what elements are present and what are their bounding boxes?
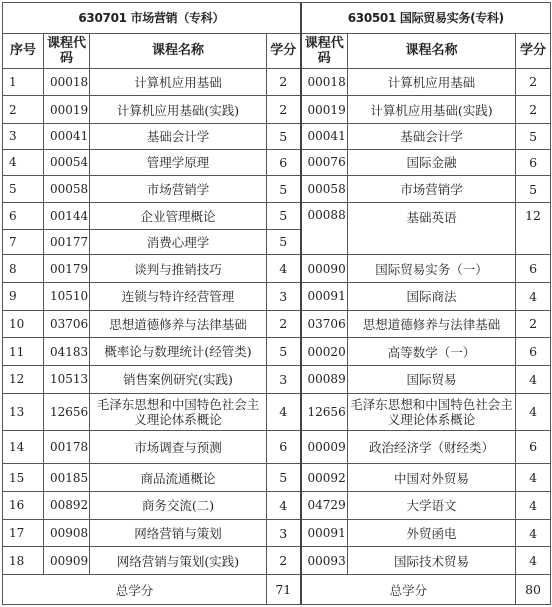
left-course-name: 概率论与数理统计(经管类) [90,338,267,366]
table-row [3,492,551,520]
row-seq: 3 [3,124,44,150]
table-row [3,282,551,310]
total-credit-left: 71 [267,575,301,605]
right-course-code: 00090 [301,255,348,283]
left-course-code: 00144 [44,202,90,229]
left-course-credit: 2 [267,310,301,338]
row-seq: 10 [3,310,44,338]
left-course-code: 10510 [44,282,90,310]
left-course-name: 销售案例研究(实践) [90,365,267,393]
right-course-name: 国际技术贸易 [348,547,516,575]
right-course-code: 00041 [301,124,348,150]
table-row [3,547,551,575]
right-course-name: 国际贸易 [348,365,516,393]
right-course-credit: 12 [516,202,551,254]
right-course-name: 思想道德修养与法律基础 [348,310,516,338]
left-course-credit: 4 [267,393,301,430]
right-course-code: 00092 [301,464,348,492]
table-row [3,430,551,464]
right-course-credit: 4 [516,492,551,520]
right-course-credit: 4 [516,282,551,310]
table-row [3,310,551,338]
total-credit-right: 80 [516,575,551,605]
left-course-name: 谈判与推销技巧 [90,255,267,283]
right-course-credit: 4 [516,464,551,492]
right-course-code: 00020 [301,338,348,366]
total-label-left: 总学分 [3,575,267,605]
left-course-code: 12656 [44,393,90,430]
right-course-credit: 4 [516,547,551,575]
left-course-code: 00054 [44,149,90,176]
header-seq: 序号 [3,33,44,68]
left-course-code: 00041 [44,124,90,150]
curriculum-table [2,2,551,605]
right-course-name: 大学语文 [348,492,516,520]
right-course-name: 中国对外贸易 [348,464,516,492]
right-course-name: 计算机应用基础 [348,68,516,96]
right-course-name: 国际商法 [348,282,516,310]
right-course-credit: 4 [516,393,551,430]
total-row [3,575,551,605]
left-course-name: 网络营销与策划 [90,519,267,547]
left-course-credit: 5 [267,176,301,203]
right-course-name: 基础会计学 [348,124,516,150]
row-seq: 17 [3,519,44,547]
row-seq: 16 [3,492,44,520]
header-name-right: 课程名称 [348,33,516,68]
row-seq: 6 [3,202,44,229]
row-seq: 1 [3,68,44,96]
table-row [3,519,551,547]
right-course-code: 00091 [301,519,348,547]
left-course-name: 市场营销学 [90,176,267,203]
left-course-credit: 5 [267,202,301,229]
right-course-code: 00093 [301,547,348,575]
table-row [3,149,551,176]
right-course-name: 市场营销学 [348,176,516,203]
left-course-code: 00185 [44,464,90,492]
left-course-credit: 3 [267,519,301,547]
left-course-code: 00892 [44,492,90,520]
right-course-credit: 4 [516,519,551,547]
right-course-name: 国际贸易实务（一） [348,255,516,283]
right-course-credit: 6 [516,255,551,283]
table-row [3,176,551,203]
left-course-credit: 5 [267,464,301,492]
left-course-name: 管理学原理 [90,149,267,176]
row-seq: 12 [3,365,44,393]
right-course-code: 00018 [301,68,348,96]
left-course-code: 00908 [44,519,90,547]
left-course-name: 市场调查与预测 [90,430,267,464]
left-course-credit: 5 [267,229,301,255]
left-course-credit: 4 [267,255,301,283]
table-row [3,124,551,150]
right-course-code: 00009 [301,430,348,464]
header-credit: 学分 [267,33,301,68]
right-course-name: 毛泽东思想和中国特色社会主义理论体系概论 [348,393,516,430]
right-course-credit: 6 [516,149,551,176]
right-course-name: 计算机应用基础(实践) [348,96,516,124]
table-row [3,393,551,430]
right-course-code: 00089 [301,365,348,393]
right-course-code: 00058 [301,176,348,203]
row-seq: 2 [3,96,44,124]
left-course-name: 商务交流(二) [90,492,267,520]
right-course-name: 外贸函电 [348,519,516,547]
left-course-code: 00058 [44,176,90,203]
left-course-code: 03706 [44,310,90,338]
left-course-code: 00018 [44,68,90,96]
right-course-credit: 4 [516,365,551,393]
header-code-right: 课程代码 [301,33,348,68]
table-row [3,68,551,96]
left-course-name: 思想道德修养与法律基础 [90,310,267,338]
left-course-credit: 3 [267,365,301,393]
left-course-name: 网络营销与策划(实践) [90,547,267,575]
left-course-name: 消费心理学 [90,229,267,255]
right-course-name: 基础英语 [348,202,516,254]
row-seq: 7 [3,229,44,255]
total-label-right: 总学分 [301,575,516,605]
left-course-credit: 2 [267,68,301,96]
right-course-credit: 6 [516,338,551,366]
right-course-name: 国际金融 [348,149,516,176]
row-seq: 4 [3,149,44,176]
left-course-credit: 4 [267,492,301,520]
right-course-credit: 2 [516,96,551,124]
left-course-code: 00909 [44,547,90,575]
left-course-name: 商品流通概论 [90,464,267,492]
left-course-code: 00177 [44,229,90,255]
right-course-name: 政治经济学（财经类） [348,430,516,464]
row-seq: 13 [3,393,44,430]
table-row [3,365,551,393]
left-course-code: 10513 [44,365,90,393]
major-title-trade: 630501 国际贸易实务(专科) [301,3,551,34]
left-course-credit: 2 [267,96,301,124]
table-row [3,464,551,492]
header-name: 课程名称 [90,33,267,68]
left-course-code: 00179 [44,255,90,283]
header-credit-right: 学分 [516,33,551,68]
header-code: 课程代码 [44,33,90,68]
row-seq: 9 [3,282,44,310]
row-seq: 8 [3,255,44,283]
row-seq: 18 [3,547,44,575]
right-course-code: 00076 [301,149,348,176]
right-course-credit: 5 [516,176,551,203]
left-course-credit: 2 [267,547,301,575]
table-row [3,338,551,366]
table-row [3,202,551,229]
left-course-credit: 6 [267,149,301,176]
left-course-code: 00178 [44,430,90,464]
row-seq: 5 [3,176,44,203]
left-course-credit: 6 [267,430,301,464]
row-seq: 15 [3,464,44,492]
right-course-code: 00088 [301,202,348,254]
table-row [3,96,551,124]
left-course-code: 00019 [44,96,90,124]
right-course-code: 03706 [301,310,348,338]
right-course-credit: 6 [516,430,551,464]
left-course-name: 基础会计学 [90,124,267,150]
right-course-code: 00019 [301,96,348,124]
left-course-name: 计算机应用基础 [90,68,267,96]
left-course-credit: 5 [267,124,301,150]
right-course-name: 高等数学（一） [348,338,516,366]
right-course-credit: 5 [516,124,551,150]
left-course-name: 连锁与特许经营管理 [90,282,267,310]
left-course-credit: 3 [267,282,301,310]
row-seq: 14 [3,430,44,464]
left-course-code: 04183 [44,338,90,366]
major-title-marketing: 630701 市场营销（专科） [3,3,301,34]
right-course-credit: 2 [516,310,551,338]
right-course-credit: 2 [516,68,551,96]
right-course-code: 00091 [301,282,348,310]
left-course-name: 计算机应用基础(实践) [90,96,267,124]
right-course-code: 12656 [301,393,348,430]
left-course-name: 毛泽东思想和中国特色社会主义理论体系概论 [90,393,267,430]
left-course-name: 企业管理概论 [90,202,267,229]
table-row [3,255,551,283]
row-seq: 11 [3,338,44,366]
left-course-credit: 5 [267,338,301,366]
right-course-code: 04729 [301,492,348,520]
